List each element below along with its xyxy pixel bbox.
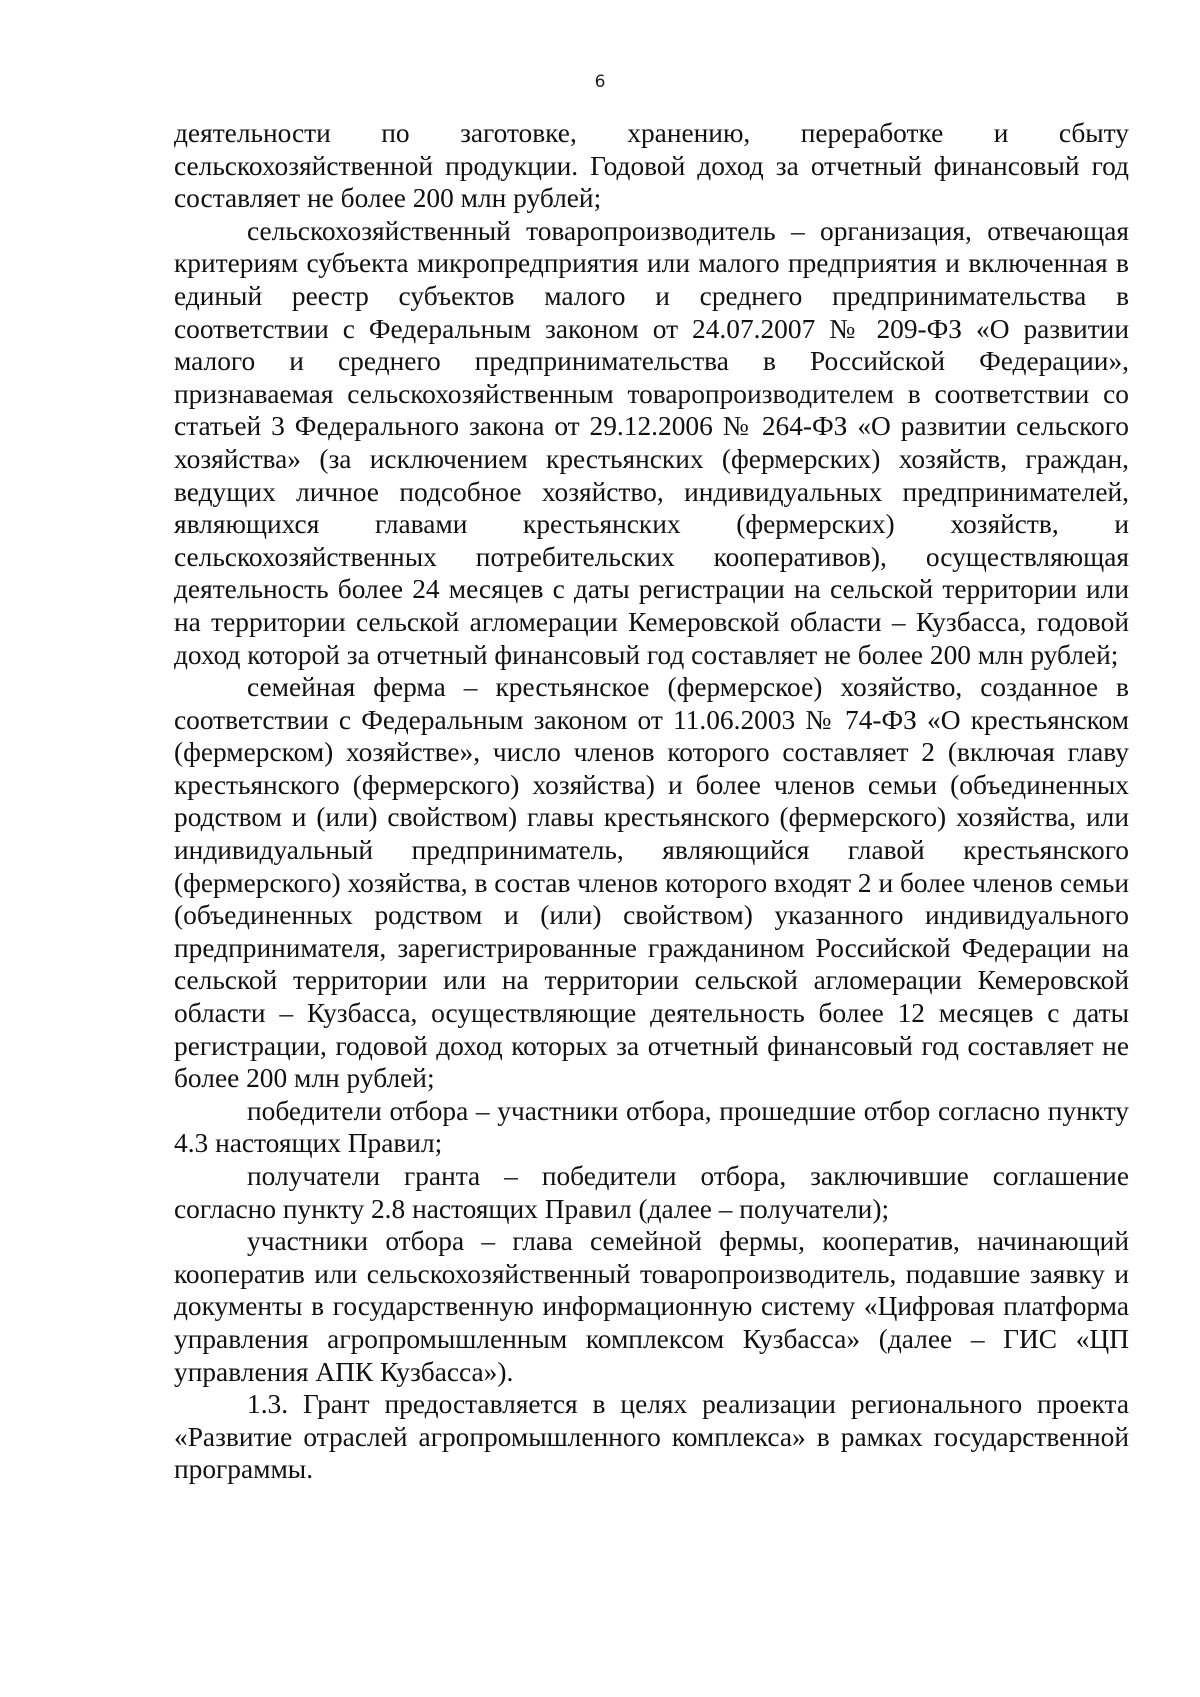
paragraph-section-1-3: 1.3. Грант предоставляется в целях реализации регионального проекта «Развитие отраслей агропромышленного комплекса» в рамках государственной программы. [174,1389,1129,1485]
page-number: 6 [594,72,606,92]
paragraph-definition-producer: сельскохозяйственный товаропроизводитель – организация, отвечающая критериям субъекта микропредприятия или малого предприятия и включенная в единый реестр субъектов малого и среднего предпринимательства в соответствии с Федеральным законом от 24.07.2007 № 209-ФЗ «О развитии малого и среднего предпринимательства в Российской Федерации», признаваемая сельскохозяйственным товаропроизводителем в соответствии со статьей 3 Федерального закона от 29.12.2006 № 264-ФЗ «О развитии сельского хозяйства» (за исключением крестьянских (фермерских) хозяйств, граждан, ведущих личное подсобное хозяйство, индивидуальных предпринимателей, являющихся главами крестьянских (фермерских) хозяйств, и сельскохозяйственных потребительских кооперативов), осуществляющая деятельность более 24 месяцев с даты регистрации на сельской территории или на территории сельской агломерации Кемеровской области – Кузбасса, годовой доход которой за отчетный финансовый год составляет не более 200 млн рублей; [174,215,1129,670]
paragraph-continuation: деятельности по заготовке, хранению, переработке и сбыту сельскохозяйственной продукции. Годовой доход за отчетный финансовый год составляет не более 200 млн рублей; [174,118,1129,214]
paragraph-definition-participants: участники отбора – глава семейной фермы, кооператив, начинающий кооператив или сельскохозяйственный товаропроизводитель, подавшие заявку и документы в государственную информационную систему «Цифровая платформа управления агропромышленным комплексом Кузбасса» (далее – ГИС «ЦП управления АПК Кузбасса»). [174,1226,1129,1387]
document-body [174,117,1129,1486]
paragraph-definition-recipients: получатели гранта – победители отбора, заключившие соглашение согласно пункту 2.8 настоящих Правил (далее – получатели); [174,1161,1129,1224]
paragraph-definition-winners: победители отбора – участники отбора, прошедшие отбор согласно пункту 4.3 настоящих Правил; [174,1095,1129,1159]
paragraph-definition-family-farm: семейная ферма – крестьянское (фермерское) хозяйство, созданное в соответствии с Федеральным законом от 11.06.2003 № 74-ФЗ «О крестьянском (фермерском) хозяйстве», число членов которого составляет 2 (включая главу крестьянского (фермерского) хозяйства) и более членов семьи (объединенных родством и (или) свойством) главы крестьянского (фермерского) хозяйства, или индивидуальный предприниматель, являющийся главой крестьянского (фермерского) хозяйства, в состав членов которого входят 2 и более членов семьи (объединенных родством и (или) свойством) указанного индивидуального предпринимателя, зарегистрированные гражданином Российской Федерации на сельской территории или на территории сельской агломерации Кемеровской области – Кузбасса, осуществляющие деятельность более 12 месяцев с даты регистрации, годовой доход которых за отчетный финансовый год составляет не более 200 млн рублей; [174,672,1129,1094]
